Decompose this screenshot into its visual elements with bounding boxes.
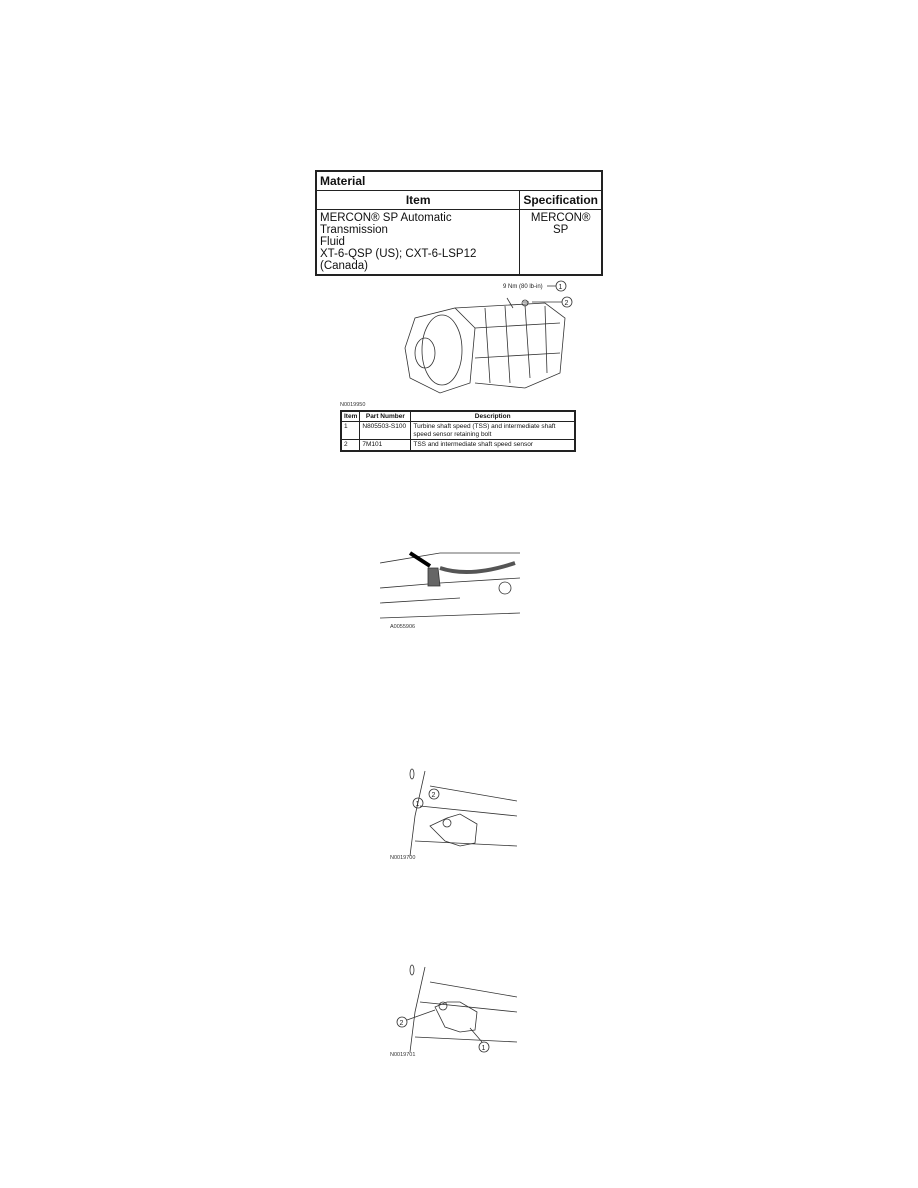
callout-2: 2 <box>431 792 436 799</box>
callout-2: 2 <box>564 300 569 307</box>
torque-spec: 9 Nm (80 lb-in) <box>503 284 543 290</box>
description-cell: Turbine shaft speed (TSS) and intermediate shaft speed sensor retaining bolt <box>411 422 575 440</box>
callout-2: 2 <box>399 1020 404 1027</box>
item-line: XT-6-QSP (US); CXT-6-LSP12 (Canada) <box>320 248 477 272</box>
header-part-number: Part Number <box>360 411 411 422</box>
figure-code: N0019700 <box>390 855 416 861</box>
figure-code: A0055906 <box>390 624 416 630</box>
parts-table <box>340 410 576 452</box>
sensor-connector-illustration <box>380 548 520 623</box>
figure-code: N0019950 <box>340 402 366 408</box>
header-item: Item <box>341 411 360 422</box>
header-item: Item <box>316 191 520 210</box>
sensor-installation-illustration <box>385 962 517 1054</box>
spec-line: MERCON® <box>530 212 591 224</box>
item-cell: 2 <box>341 440 360 451</box>
material-table <box>315 170 603 276</box>
sensor-removal-illustration <box>385 766 517 856</box>
description-cell: TSS and intermediate shaft speed sensor <box>411 440 575 451</box>
callout-1: 1 <box>415 801 420 808</box>
part-number-cell: N805503-S100 <box>360 422 411 440</box>
item-line: Fluid <box>320 236 345 248</box>
item-line: MERCON® SP Automatic Transmission <box>320 212 452 236</box>
header-specification: Specification <box>520 191 602 210</box>
material-table-title: Material <box>316 171 602 191</box>
table-row <box>341 422 575 440</box>
table-row <box>316 210 602 276</box>
item-cell: 1 <box>341 422 360 440</box>
transmission-illustration <box>395 278 595 403</box>
spec-cell <box>520 210 602 276</box>
figure-code: N0019701 <box>390 1052 416 1058</box>
spec-line: SP <box>552 224 569 236</box>
callout-1: 1 <box>481 1045 486 1052</box>
part-number-cell: 7M101 <box>360 440 411 451</box>
header-description: Description <box>411 411 575 422</box>
item-cell <box>316 210 520 276</box>
table-row <box>341 440 575 451</box>
callout-1: 1 <box>558 284 563 291</box>
